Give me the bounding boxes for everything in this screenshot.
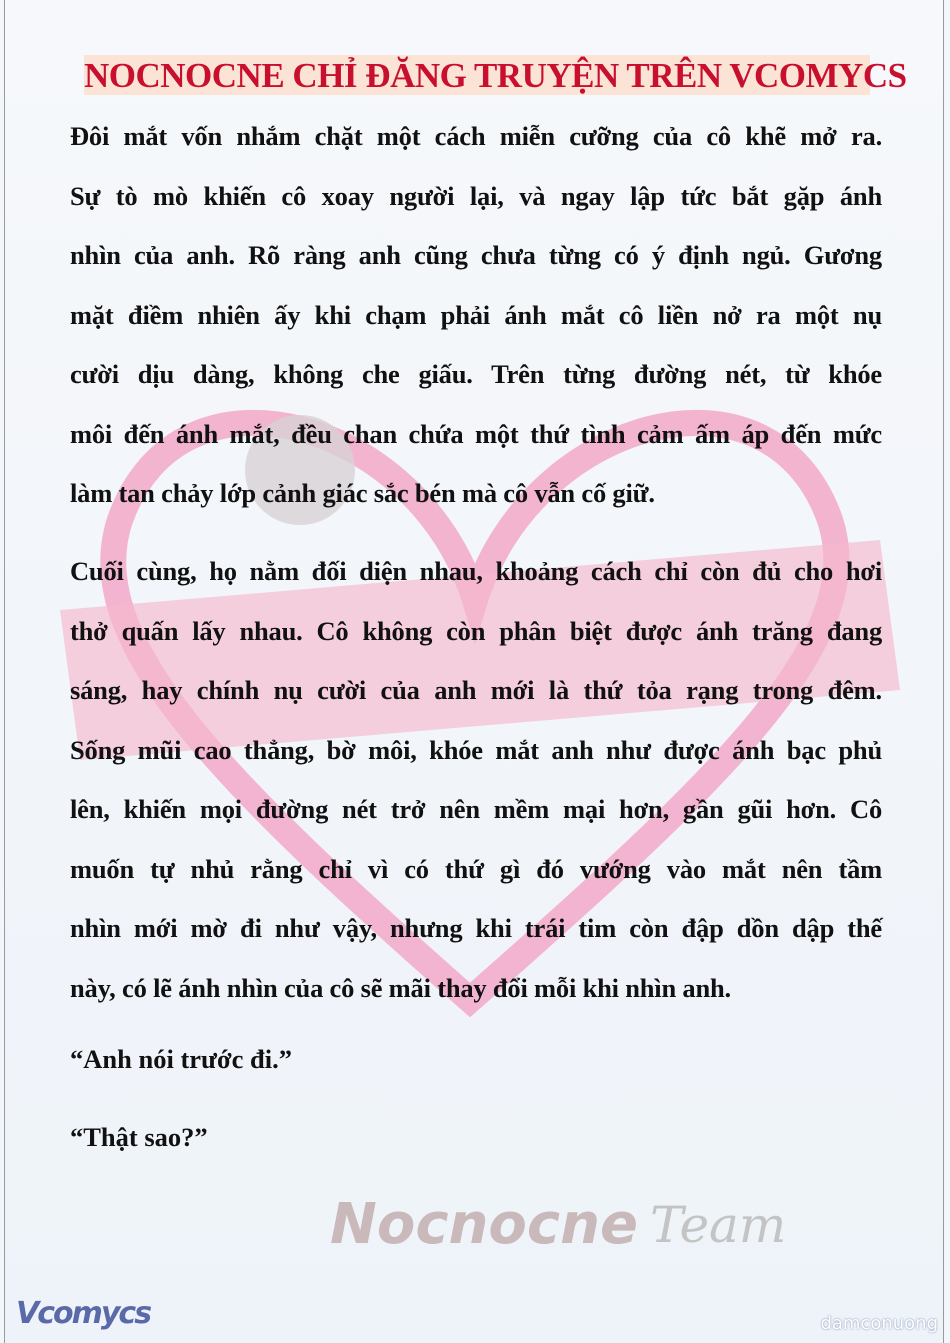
watermark-team-name: Nocnocne: [330, 1192, 638, 1257]
text-line: làm tan chảy lớp cảnh giác sắc bén mà cô vẫn cố giữ.: [70, 478, 655, 508]
paragraph-1: [70, 116, 882, 533]
site-watermark: damconuong: [820, 1313, 938, 1334]
watermark-team-suffix: Team: [650, 1196, 787, 1254]
text-line: lên, khiến mọi đường nét trở nên mềm mại hơn, gần gũi hơn. Cô: [70, 794, 882, 824]
paragraph-2: [70, 551, 882, 1027]
banner: [84, 55, 907, 95]
text-line: này, có lẽ ánh nhìn của cô sẽ mãi thay đổi mỗi khi nhìn anh.: [70, 972, 731, 1003]
banner-text: NOCNOCNE CHỈ ĐĂNG TRUYỆN TRÊN VCOMYCS: [84, 56, 907, 95]
text-line: môi đến ánh mắt, đều chan chứa một thứ tình cảm ấm áp đến mức: [70, 418, 882, 449]
text-line: muốn tự nhủ rằng chỉ vì có thứ gì đó vướng vào mắt nên tầm: [70, 853, 882, 884]
dialogue-line: “Thật sao?”: [70, 1122, 208, 1152]
text-line: mặt điềm nhiên ấy khi chạm phải ánh mắt cô liền nở ra một nụ: [70, 299, 882, 330]
text-line: Sự tò mò khiến cô xoay người lại, và ngay lập tức bắt gặp ánh: [70, 180, 882, 211]
text-line: cười dịu dàng, không che giấu. Trên từng đường nét, từ khóe: [70, 359, 882, 389]
text-line: Sống mũi cao thẳng, bờ môi, khóe mắt anh như được ánh bạc phủ: [70, 734, 882, 765]
dialogue-line: “Anh nói trước đi.”: [70, 1044, 292, 1074]
text-line: thở quấn lấy nhau. Cô không còn phân biệt được ánh trăng đang: [70, 615, 882, 646]
text-line: nhìn mới mờ đi như vậy, nhưng khi trái tim còn đập dồn dập thế: [70, 913, 882, 943]
text-line: sáng, hay chính nụ cười của anh mới là thứ tỏa rạng trong đêm.: [70, 675, 882, 705]
text-line: Cuối cùng, họ nằm đối diện nhau, khoảng cách chỉ còn đủ cho hơi: [70, 556, 882, 586]
text-line: Đôi mắt vốn nhắm chặt một cách miễn cưỡng của cô khẽ mở ra.: [70, 121, 882, 151]
vcomycs-logo: Vcomycs: [16, 1296, 151, 1331]
text-line: nhìn của anh. Rõ ràng anh cũng chưa từng có ý định ngủ. Gương: [70, 240, 882, 270]
